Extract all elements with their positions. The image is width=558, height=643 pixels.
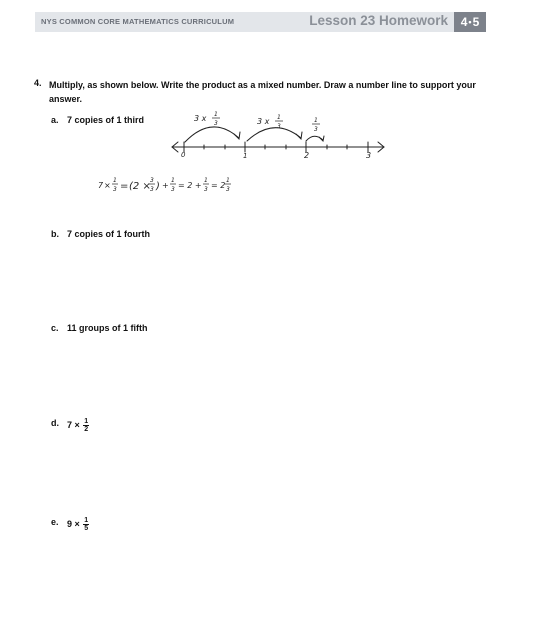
part-d-numerator: 1 xyxy=(84,418,89,425)
part-a-label: a. xyxy=(51,115,59,125)
part-e-label: e. xyxy=(51,517,59,527)
part-d-text xyxy=(67,418,89,433)
badge-dot: • xyxy=(468,17,472,27)
part-b-text: 7 copies of 1 fourth xyxy=(67,229,151,239)
tick-label-0: 0 xyxy=(181,151,186,159)
part-d-expression: 7 × xyxy=(67,419,80,430)
svg-text:7: 7 xyxy=(98,181,104,190)
jump-frac-den-1: 3 xyxy=(214,120,218,127)
curriculum-title: NYS COMMON CORE MATHEMATICS CURRICULUM xyxy=(41,17,235,26)
jump-arrowhead-2 xyxy=(296,132,302,139)
jump-label-1: 3 x xyxy=(194,114,207,123)
svg-text:3: 3 xyxy=(171,186,175,193)
svg-text:1: 1 xyxy=(204,177,208,184)
svg-text:+: + xyxy=(162,181,169,190)
svg-text:3: 3 xyxy=(150,186,154,193)
svg-text:1: 1 xyxy=(171,177,175,184)
jump-arc-2 xyxy=(247,128,301,141)
tick-label-3: 3 xyxy=(366,151,372,160)
jump-frac-num-2: 1 xyxy=(277,114,281,121)
svg-text:): ) xyxy=(156,181,160,192)
part-d-label: d. xyxy=(51,418,59,428)
question-prompt: Multiply, as shown below. Write the product as a mixed number. Draw a number line to support your answer. xyxy=(49,80,476,104)
svg-text:(2 ×: (2 × xyxy=(129,181,151,192)
jump-frac-den-3: 3 xyxy=(314,126,318,133)
lesson-title: Lesson 23 Homework xyxy=(309,13,448,28)
part-d-fraction xyxy=(83,418,89,433)
part-e-denominator: 5 xyxy=(84,525,89,532)
svg-text:3: 3 xyxy=(204,186,208,193)
number-line xyxy=(172,127,384,152)
part-e-fraction xyxy=(83,517,89,532)
part-c-label: c. xyxy=(51,323,59,333)
part-a-text: 7 copies of 1 third xyxy=(67,115,145,125)
part-e-expression: 9 × xyxy=(67,518,80,529)
example-equation xyxy=(98,177,231,193)
svg-text:=: = xyxy=(120,181,129,192)
jump-frac-num-1: 1 xyxy=(214,111,218,118)
svg-text:3: 3 xyxy=(150,177,154,184)
tick-label-2: 2 xyxy=(304,151,310,160)
grade-number: 4 xyxy=(460,15,468,29)
svg-text:= 2: = 2 xyxy=(211,181,226,190)
svg-text:×: × xyxy=(104,181,111,190)
number-line-labels xyxy=(181,111,371,160)
svg-text:= 2 +: = 2 + xyxy=(178,181,202,190)
svg-text:3: 3 xyxy=(113,186,117,193)
jump-frac-den-2: 3 xyxy=(277,123,281,130)
jump-label-2: 3 x xyxy=(257,117,270,126)
question-number: 4. xyxy=(34,78,42,88)
svg-text:3: 3 xyxy=(226,186,230,193)
part-e-numerator: 1 xyxy=(84,517,89,524)
part-c-text: 11 groups of 1 fifth xyxy=(67,323,148,333)
svg-text:1: 1 xyxy=(113,177,117,184)
part-d-denominator: 2 xyxy=(84,426,89,433)
jump-arc-1 xyxy=(185,127,239,142)
part-b-label: b. xyxy=(51,229,59,239)
tick-label-1: 1 xyxy=(243,152,248,160)
module-number: 5 xyxy=(472,15,480,29)
jump-arrowhead-1 xyxy=(234,132,240,139)
svg-text:1: 1 xyxy=(226,177,230,184)
part-e-text xyxy=(67,517,89,532)
jump-frac-num-3: 1 xyxy=(314,117,318,124)
